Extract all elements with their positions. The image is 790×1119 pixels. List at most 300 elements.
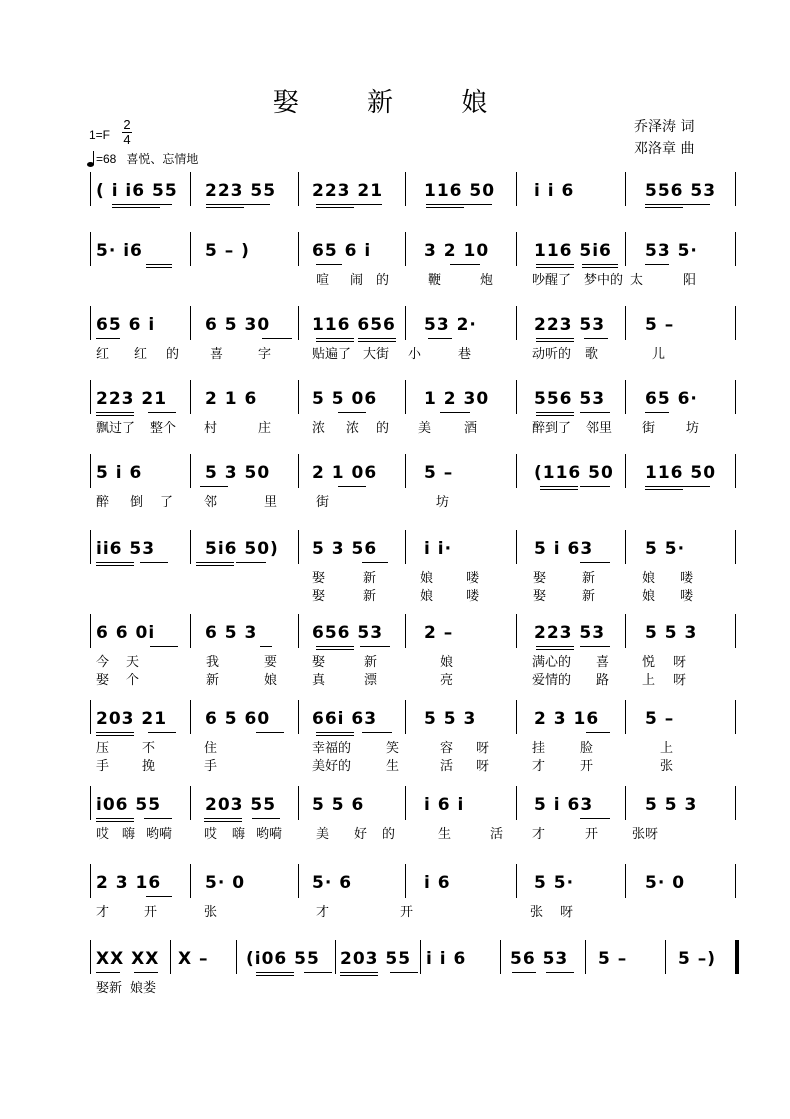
lyric-verse2: 娶 (533, 589, 547, 604)
lyric-verse2: 挽 (142, 759, 156, 774)
barline (90, 864, 91, 898)
lyric-verse1: 儿 (652, 347, 666, 362)
lyric-verse1: 娶 (533, 571, 547, 586)
beam-underline (352, 204, 382, 205)
lyric-verse1: 红 (96, 347, 110, 362)
barline (90, 380, 91, 414)
beam-underline (645, 204, 683, 205)
beam-underline (316, 646, 354, 647)
lyric-verse1: 脸 (580, 741, 594, 756)
lyric-verse2: 呀 (673, 673, 687, 688)
beam-underline (148, 732, 176, 733)
beam-underline (316, 338, 354, 339)
barline (90, 940, 91, 974)
beam-underline (304, 972, 332, 973)
barline (500, 940, 501, 974)
beam-underline (362, 732, 392, 733)
measure: 6 5 60 (205, 709, 271, 729)
barline (516, 380, 517, 414)
measure: 116 656 (312, 315, 396, 335)
measure: 65 6· (645, 389, 698, 409)
barline (90, 530, 91, 564)
lyric-verse1: 酒 (464, 421, 478, 436)
lyric-verse1: 喧 (316, 273, 330, 288)
barline (190, 232, 191, 266)
beam-underline (96, 412, 134, 413)
lyric-verse1: 哎 (204, 827, 218, 842)
beam-underline (580, 818, 610, 819)
beam-underline (236, 562, 266, 563)
barline (735, 172, 736, 206)
beam-underline (146, 204, 172, 205)
lyric-verse1: 歌 (585, 347, 599, 362)
lyric-verse2: 开 (580, 759, 594, 774)
barline (170, 940, 171, 974)
measure: 223 53 (534, 623, 606, 643)
lyric-verse1: 开 (400, 905, 414, 920)
beam-underline (134, 972, 158, 973)
measure: XX XX (96, 949, 160, 969)
barline (625, 786, 626, 820)
beam-underline (148, 412, 176, 413)
barline (190, 614, 191, 648)
measure: 5 –) (678, 949, 717, 969)
barline (405, 700, 406, 734)
lyric-verse2: 新 (206, 673, 220, 688)
measure: ii6 53 (96, 539, 156, 559)
lyric-verse1: 喜 (210, 347, 224, 362)
lyric-verse1: 我 (206, 655, 220, 670)
lyric-verse1: 张 (204, 905, 218, 920)
lyric-verse1: 哟嗬 (256, 827, 283, 842)
barline (405, 530, 406, 564)
beam-underline (580, 486, 610, 487)
barline (190, 864, 191, 898)
beam-underline (338, 412, 366, 413)
beam-underline (645, 412, 669, 413)
lyric-verse2: 活 (440, 759, 454, 774)
measure: 6 5 30 (205, 315, 271, 335)
beam-underline (536, 646, 574, 647)
barline (516, 172, 517, 206)
lyric-verse1: 小 (408, 347, 422, 362)
lyric-verse1: 喽 (680, 571, 694, 586)
lyric-verse1: 坊 (436, 495, 450, 510)
lyric-verse1: 浓 (312, 421, 326, 436)
measure: 116 50 (424, 181, 496, 201)
beam-underline (316, 204, 354, 205)
beam-underline (240, 204, 270, 205)
lyric-verse1: 新 (582, 571, 596, 586)
beam-underline (206, 204, 244, 205)
measure: (116 50 (534, 463, 614, 483)
barline (516, 786, 517, 820)
beam-underline (252, 818, 280, 819)
lyric-verse1: 娶 (312, 655, 326, 670)
lyric-verse1: 上 (660, 741, 674, 756)
barline (298, 700, 299, 734)
lyric-verse1: 的 (166, 347, 180, 362)
composer-credit: 邓洛章 曲 (634, 141, 695, 157)
beam-underline (582, 264, 618, 265)
lyric-verse1: 倒 (130, 495, 144, 510)
lyric-verse1: 美 (418, 421, 432, 436)
beam-underline (426, 204, 464, 205)
lyric-verse1: 容 (440, 741, 454, 756)
beam-underline (256, 732, 284, 733)
barline (625, 614, 626, 648)
measure: ( i i6 55 (96, 181, 178, 201)
barline (735, 306, 736, 340)
measure: 5 5 6 (312, 795, 365, 815)
beam-underline (450, 264, 480, 265)
barline (405, 614, 406, 648)
measure: 223 21 (312, 181, 384, 201)
lyric-verse2: 娘 (642, 589, 656, 604)
barline (190, 380, 191, 414)
lyric-verse1: 喜 (596, 655, 610, 670)
lyric-verse1: 美 (316, 827, 330, 842)
lyric-verse1: 醉到了 (532, 421, 572, 436)
measure: 2 1 6 (205, 389, 258, 409)
measure: 2 1 06 (312, 463, 378, 483)
lyricist-credit: 乔泽涛 词 (634, 119, 695, 135)
beam-underline (586, 732, 610, 733)
measure: 116 5i6 (534, 241, 612, 261)
beam-underline (362, 562, 388, 563)
measure: i i 6 (534, 181, 575, 201)
lyric-verse1: 喽 (466, 571, 480, 586)
lyric-verse1: 了 (160, 495, 174, 510)
barline (405, 380, 406, 414)
lyric-verse2: 真 (312, 673, 326, 688)
lyric-verse1: 挂 (532, 741, 546, 756)
barline (625, 306, 626, 340)
barline (625, 232, 626, 266)
lyric-verse1: 哎 (96, 827, 110, 842)
key-signature: 1=F (89, 128, 111, 142)
barline (405, 306, 406, 340)
measure: i i 6 (426, 949, 467, 969)
beam-underline (316, 732, 354, 733)
measure: i i· (424, 539, 453, 559)
barline (735, 940, 739, 974)
lyric-verse1: 天 (126, 655, 140, 670)
quarter-note-icon (86, 151, 96, 167)
measure: 5· 6 (312, 873, 353, 893)
lyric-verse1: 吵醒了 (532, 273, 572, 288)
mood-marking: 喜悦、忘情地 (126, 152, 199, 166)
measure: 5 – ) (205, 241, 250, 261)
barline (90, 614, 91, 648)
beam-underline (260, 646, 272, 647)
measure: 66i 63 (312, 709, 378, 729)
time-signature (122, 118, 132, 147)
lyric-verse1: 太 (630, 273, 644, 288)
beam-underline (680, 204, 710, 205)
measure: 203 55 (205, 795, 277, 815)
lyric-verse1: 动听的 (532, 347, 572, 362)
lyric-verse2: 个 (126, 673, 140, 688)
barline (516, 614, 517, 648)
tempo-value: =68 (96, 152, 117, 166)
barline (405, 232, 406, 266)
barline (516, 530, 517, 564)
lyric-verse2: 爱情的 (532, 673, 572, 688)
barline (236, 940, 237, 974)
barline (298, 454, 299, 488)
measure: 65 6 i (312, 241, 372, 261)
lyric-verse2: 亮 (440, 673, 454, 688)
barline (298, 380, 299, 414)
measure: 2 – (424, 623, 454, 643)
lyric-verse1: 字 (258, 347, 272, 362)
lyric-verse1: 要 (264, 655, 278, 670)
barline (190, 530, 191, 564)
measure: 5· 0 (205, 873, 246, 893)
measure: 56 53 (510, 949, 569, 969)
barline (735, 530, 736, 564)
beam-underline (316, 264, 342, 265)
beam-underline (96, 338, 120, 339)
lyric-verse1: 炮 (480, 273, 494, 288)
beam-underline (204, 818, 242, 819)
time-denominator: 4 (123, 132, 131, 147)
beam-underline (360, 646, 390, 647)
measure: 5· i6 (96, 241, 143, 261)
lyric-verse2: 新 (363, 589, 377, 604)
beam-underline (512, 972, 536, 973)
lyric-verse1: 活 (490, 827, 504, 842)
barline (516, 232, 517, 266)
barline (735, 454, 736, 488)
lyric-verse1: 娶新 (96, 981, 123, 996)
beam-underline (96, 972, 120, 973)
lyric-verse1: 张 (530, 905, 544, 920)
barline (298, 306, 299, 340)
beam-underline (540, 486, 578, 487)
lyric-verse1: 街 (642, 421, 656, 436)
lyric-verse1: 醉 (96, 495, 110, 510)
measure: 5 i 6 (96, 463, 143, 483)
barline (90, 786, 91, 820)
beam-underline (536, 338, 574, 339)
lyric-verse2: 娶 (312, 589, 326, 604)
barline (90, 172, 91, 206)
beam-underline (440, 412, 470, 413)
lyric-verse1: 嗨 (232, 827, 246, 842)
beam-underline (96, 562, 134, 563)
beam-underline (140, 562, 168, 563)
measure: 2 3 16 (534, 709, 600, 729)
measure: 223 55 (205, 181, 277, 201)
barline (516, 454, 517, 488)
measure: i 6 (424, 873, 451, 893)
measure: 5 5 06 (312, 389, 378, 409)
beam-underline (462, 204, 492, 205)
barline (735, 232, 736, 266)
beam-underline (584, 338, 608, 339)
barline (585, 940, 586, 974)
lyric-verse2: 美好的 (312, 759, 352, 774)
barline (190, 700, 191, 734)
measure: 5 – (598, 949, 628, 969)
lyric-verse2: 娘 (420, 589, 434, 604)
beam-underline (358, 338, 396, 339)
lyric-verse1: 呀 (560, 905, 574, 920)
barline (405, 454, 406, 488)
lyric-verse1: 好 (354, 827, 368, 842)
barline (735, 786, 736, 820)
lyric-verse1: 巷 (458, 347, 472, 362)
barline (190, 172, 191, 206)
measure: 53 2· (424, 315, 477, 335)
barline (665, 940, 666, 974)
lyric-verse2: 娘 (264, 673, 278, 688)
beam-underline (196, 562, 234, 563)
measure: 203 21 (96, 709, 168, 729)
measure: 65 6 i (96, 315, 156, 335)
lyric-verse1: 娘 (642, 571, 656, 586)
barline (405, 786, 406, 820)
beam-underline (580, 412, 610, 413)
barline (405, 864, 406, 898)
measure: 5 5 3 (645, 623, 698, 643)
lyric-verse1: 今 (96, 655, 110, 670)
time-numerator: 2 (123, 117, 131, 132)
measure: 53 5· (645, 241, 698, 261)
beam-underline (144, 818, 172, 819)
lyric-verse1: 坊 (686, 421, 700, 436)
lyric-verse1: 新 (364, 655, 378, 670)
measure: X – (178, 949, 209, 969)
measure: i 6 i (424, 795, 465, 815)
beam-underline (546, 972, 574, 973)
lyric-verse2: 新 (582, 589, 596, 604)
song-title: 娶 新 娘 (272, 88, 518, 118)
measure: 5 3 50 (205, 463, 271, 483)
beam-underline (262, 338, 292, 339)
lyric-verse2: 喽 (680, 589, 694, 604)
lyric-verse1: 红 (134, 347, 148, 362)
lyric-verse2: 喽 (466, 589, 480, 604)
measure: 5 – (645, 709, 675, 729)
beam-underline (580, 646, 610, 647)
barline (90, 306, 91, 340)
lyric-verse1: 阳 (683, 273, 697, 288)
lyric-verse2: 才 (532, 759, 546, 774)
beam-underline (645, 486, 683, 487)
barline (735, 864, 736, 898)
beam-underline (680, 486, 710, 487)
lyric-verse1: 哟嗬 (146, 827, 173, 842)
measure: 3 2 10 (424, 241, 490, 261)
beam-underline (146, 896, 172, 897)
barline (625, 172, 626, 206)
beam-underline (428, 338, 452, 339)
lyric-verse2: 手 (96, 759, 110, 774)
lyric-verse1: 才 (96, 905, 110, 920)
lyric-verse2: 漂 (364, 673, 378, 688)
measure: 5· 0 (645, 873, 686, 893)
barline (625, 864, 626, 898)
lyric-verse1: 的 (376, 421, 390, 436)
beam-underline (536, 412, 574, 413)
lyric-verse1: 闹 (350, 273, 364, 288)
lyric-verse1: 的 (382, 827, 396, 842)
beam-underline (536, 264, 574, 265)
lyric-verse2: 手 (204, 759, 218, 774)
barline (516, 700, 517, 734)
measure: i06 55 (96, 795, 162, 815)
lyric-verse1: 梦中的 (584, 273, 624, 288)
lyric-verse1: 村 (204, 421, 218, 436)
barline (298, 864, 299, 898)
lyric-verse2: 张 (660, 759, 674, 774)
lyric-verse1: 笑 (386, 741, 400, 756)
barline (90, 454, 91, 488)
barline (405, 172, 406, 206)
barline (516, 306, 517, 340)
lyric-verse1: 整个 (150, 421, 177, 436)
lyric-verse1: 娘 (440, 655, 454, 670)
measure: 5 3 56 (312, 539, 378, 559)
lyric-verse1: 开 (144, 905, 158, 920)
barline (298, 172, 299, 206)
beam-underline (96, 818, 134, 819)
beam-underline (340, 972, 378, 973)
measure: 116 50 (645, 463, 717, 483)
lyric-verse1: 大街 (363, 347, 390, 362)
lyric-verse1: 邻 (204, 495, 218, 510)
measure: 5 – (424, 463, 454, 483)
barline (298, 614, 299, 648)
measure: 2 3 16 (96, 873, 162, 893)
measure: 5 5· (534, 873, 575, 893)
beam-underline (390, 972, 418, 973)
barline (625, 530, 626, 564)
beam-underline (150, 646, 178, 647)
barline (516, 864, 517, 898)
beam-underline (200, 486, 228, 487)
lyric-verse1: 呀 (476, 741, 490, 756)
barline (90, 700, 91, 734)
lyric-verse1: 张呀 (632, 827, 659, 842)
measure: 203 55 (340, 949, 412, 969)
beam-underline (256, 972, 294, 973)
tempo-marking (86, 150, 198, 167)
measure: 5 i 63 (534, 539, 594, 559)
barline (298, 786, 299, 820)
lyric-verse1: 贴遍了 (312, 347, 352, 362)
lyric-verse1: 里 (264, 495, 278, 510)
beam-underline (338, 486, 366, 487)
lyric-verse1: 鞭 (428, 273, 442, 288)
measure: 1 2 30 (424, 389, 490, 409)
measure: 5 5 3 (645, 795, 698, 815)
measure: 223 21 (96, 389, 168, 409)
lyric-verse1: 庄 (258, 421, 272, 436)
barline (90, 232, 91, 266)
lyric-verse1: 才 (316, 905, 330, 920)
measure: (i06 55 (246, 949, 320, 969)
measure: 223 53 (534, 315, 606, 335)
lyric-verse1: 幸福的 (312, 741, 352, 756)
barline (625, 454, 626, 488)
measure: 5i6 50) (205, 539, 279, 559)
lyric-verse1: 悦 (642, 655, 656, 670)
barline (190, 786, 191, 820)
